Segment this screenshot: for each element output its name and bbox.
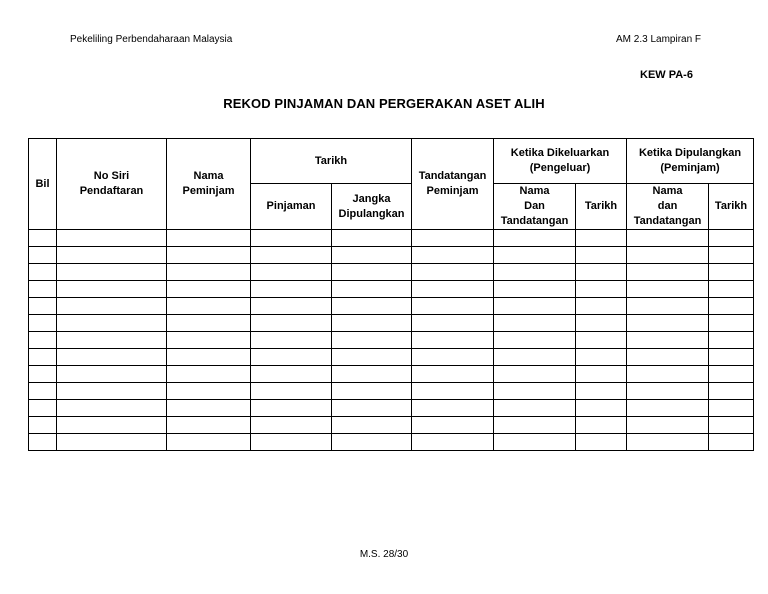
header-jangka-line2: Dipulangkan	[338, 207, 405, 220]
table-cell[interactable]	[167, 264, 251, 281]
table-cell[interactable]	[494, 417, 576, 434]
table-cell[interactable]	[57, 247, 167, 264]
table-cell[interactable]	[412, 230, 494, 247]
table-cell[interactable]	[332, 349, 412, 366]
table-cell[interactable]	[167, 332, 251, 349]
table-cell[interactable]	[251, 315, 332, 332]
table-cell[interactable]	[29, 400, 57, 417]
table-cell[interactable]	[167, 298, 251, 315]
table-cell[interactable]	[251, 298, 332, 315]
table-cell[interactable]	[29, 281, 57, 298]
table-row	[29, 264, 754, 281]
header-dikeluarkan-tarikh: Tarikh	[576, 184, 627, 230]
table-cell[interactable]	[57, 349, 167, 366]
table-cell[interactable]	[29, 247, 57, 264]
form-code: KEW PA-6	[640, 69, 693, 81]
table-cell[interactable]	[494, 366, 576, 383]
table-cell[interactable]	[412, 400, 494, 417]
table-cell[interactable]	[332, 247, 412, 264]
table-cell[interactable]	[412, 281, 494, 298]
table-cell[interactable]	[576, 298, 627, 315]
table-cell[interactable]	[627, 349, 709, 366]
table-cell[interactable]	[412, 298, 494, 315]
table-cell[interactable]	[412, 315, 494, 332]
table-cell[interactable]	[709, 366, 754, 383]
table-cell[interactable]	[29, 366, 57, 383]
table-cell[interactable]	[57, 298, 167, 315]
table-cell[interactable]	[494, 349, 576, 366]
table-cell[interactable]	[494, 247, 576, 264]
header-tarikh: Tarikh	[251, 139, 412, 184]
table-row	[29, 349, 754, 366]
header-jangka-dipulangkan	[332, 184, 412, 230]
table-row	[29, 247, 754, 264]
table-cell[interactable]	[167, 349, 251, 366]
table-cell[interactable]	[332, 417, 412, 434]
table-cell[interactable]	[57, 230, 167, 247]
table-cell[interactable]	[709, 383, 754, 400]
table-cell[interactable]	[251, 434, 332, 451]
table-cell[interactable]	[709, 315, 754, 332]
table-cell[interactable]	[576, 264, 627, 281]
table-cell[interactable]	[57, 264, 167, 281]
table-cell[interactable]	[332, 315, 412, 332]
header-bil: Bil	[29, 139, 57, 230]
table-cell[interactable]	[167, 366, 251, 383]
table-cell[interactable]	[57, 281, 167, 298]
header-dipulangkan-line1: Ketika Dipulangkan	[638, 147, 742, 159]
header-dikeluarkan-nama-line3: Tandatangan	[500, 215, 569, 227]
header-ketika-dikeluarkan	[494, 139, 627, 184]
table-row	[29, 434, 754, 451]
document-title: REKOD PINJAMAN DAN PERGERAKAN ASET ALIH	[223, 96, 545, 111]
header-tandatangan-line1: Tandatangan	[418, 170, 487, 182]
table-cell[interactable]	[709, 417, 754, 434]
table-row	[29, 315, 754, 332]
table-cell[interactable]	[412, 383, 494, 400]
header-jangka-line1: Jangka	[352, 192, 391, 205]
table-cell[interactable]	[709, 332, 754, 349]
table-cell[interactable]	[412, 434, 494, 451]
header-dipulangkan-nama-line3: Tandatangan	[633, 215, 702, 227]
header-dipulangkan-line2: (Peminjam)	[660, 162, 720, 174]
table-cell[interactable]	[332, 281, 412, 298]
table-cell[interactable]	[167, 417, 251, 434]
header-dikeluarkan-line2: (Pengeluar)	[529, 162, 591, 174]
table-cell[interactable]	[29, 434, 57, 451]
table-cell[interactable]	[627, 281, 709, 298]
table-cell[interactable]	[251, 247, 332, 264]
header-no-siri-line1: No Siri	[93, 170, 130, 182]
table-cell[interactable]	[57, 332, 167, 349]
table-cell[interactable]	[494, 400, 576, 417]
document-header-left: Pekeliling Perbendaharaan Malaysia	[70, 34, 233, 45]
table-row	[29, 417, 754, 434]
table-cell[interactable]	[251, 349, 332, 366]
table-cell[interactable]	[29, 315, 57, 332]
table-cell[interactable]	[57, 434, 167, 451]
header-dikeluarkan-nama-line1: Nama	[519, 185, 550, 197]
table-cell[interactable]	[332, 332, 412, 349]
table-cell[interactable]	[332, 298, 412, 315]
table-cell[interactable]	[57, 366, 167, 383]
table-cell[interactable]	[709, 264, 754, 281]
header-dipulangkan-nama-line2: dan	[657, 200, 678, 212]
header-pinjaman: Pinjaman	[251, 184, 332, 230]
document-header-right: AM 2.3 Lampiran F	[616, 34, 702, 45]
table-cell[interactable]	[576, 434, 627, 451]
table-cell[interactable]	[167, 230, 251, 247]
table-cell[interactable]	[57, 383, 167, 400]
table-cell[interactable]	[627, 230, 709, 247]
table-cell[interactable]	[709, 281, 754, 298]
table-cell[interactable]	[494, 298, 576, 315]
table-cell[interactable]	[494, 383, 576, 400]
table-cell[interactable]	[332, 264, 412, 281]
table-cell[interactable]	[251, 281, 332, 298]
table-cell[interactable]	[709, 400, 754, 417]
table-cell[interactable]	[576, 247, 627, 264]
table-row	[29, 400, 754, 417]
table-cell[interactable]	[412, 349, 494, 366]
header-nama-peminjam-line2: Peminjam	[182, 185, 235, 197]
table-cell[interactable]	[167, 383, 251, 400]
header-dikeluarkan-nama-tandatangan	[494, 184, 576, 230]
header-tandatangan-peminjam	[412, 139, 494, 230]
table-row	[29, 383, 754, 400]
table-cell[interactable]	[332, 383, 412, 400]
table-cell[interactable]	[167, 281, 251, 298]
table-cell[interactable]	[709, 349, 754, 366]
table-cell[interactable]	[627, 264, 709, 281]
table-cell[interactable]	[494, 281, 576, 298]
table-cell[interactable]	[576, 349, 627, 366]
table-cell[interactable]	[167, 434, 251, 451]
table-cell[interactable]	[494, 315, 576, 332]
table-cell[interactable]	[709, 434, 754, 451]
header-no-siri-line2: Pendaftaran	[79, 185, 144, 197]
table-cell[interactable]	[576, 315, 627, 332]
table-cell[interactable]	[29, 332, 57, 349]
table-cell[interactable]	[709, 247, 754, 264]
table-cell[interactable]	[412, 247, 494, 264]
table-cell[interactable]	[57, 315, 167, 332]
header-tandatangan-line2: Peminjam	[426, 185, 479, 197]
table-row	[29, 366, 754, 383]
header-nama-peminjam-line1: Nama	[193, 170, 224, 182]
table-cell[interactable]	[251, 383, 332, 400]
table-cell[interactable]	[332, 366, 412, 383]
table-row	[29, 281, 754, 298]
table-cell[interactable]	[627, 383, 709, 400]
table-cell[interactable]	[576, 383, 627, 400]
table-cell[interactable]	[494, 332, 576, 349]
loan-record-table	[28, 138, 754, 451]
table-cell[interactable]	[251, 332, 332, 349]
table-cell[interactable]	[627, 366, 709, 383]
table-cell[interactable]	[251, 230, 332, 247]
table-cell[interactable]	[29, 349, 57, 366]
table-cell[interactable]	[627, 434, 709, 451]
table-cell[interactable]	[412, 366, 494, 383]
table-cell[interactable]	[709, 230, 754, 247]
table-cell[interactable]	[29, 230, 57, 247]
header-ketika-dipulangkan	[627, 139, 754, 184]
table-cell[interactable]	[29, 298, 57, 315]
table-cell[interactable]	[412, 332, 494, 349]
header-no-siri-pendaftaran	[57, 139, 167, 230]
table-cell[interactable]	[627, 298, 709, 315]
table-cell[interactable]	[332, 230, 412, 247]
table-cell[interactable]	[576, 281, 627, 298]
table-cell[interactable]	[332, 434, 412, 451]
table-cell[interactable]	[627, 400, 709, 417]
table-cell[interactable]	[251, 400, 332, 417]
table-row	[29, 332, 754, 349]
table-cell[interactable]	[576, 332, 627, 349]
table-cell[interactable]	[412, 417, 494, 434]
table-cell[interactable]	[494, 230, 576, 247]
table-cell[interactable]	[627, 417, 709, 434]
table-cell[interactable]	[576, 366, 627, 383]
table-row	[29, 298, 754, 315]
header-dipulangkan-nama-tandatangan	[627, 184, 709, 230]
table-cell[interactable]	[412, 264, 494, 281]
header-nama-peminjam	[167, 139, 251, 230]
header-dikeluarkan-line1: Ketika Dikeluarkan	[510, 147, 610, 159]
header-dikeluarkan-nama-line2: Dan	[524, 200, 545, 212]
table-row	[29, 230, 754, 247]
table-cell[interactable]	[251, 264, 332, 281]
table-cell[interactable]	[29, 417, 57, 434]
page-number: M.S. 28/30	[359, 549, 409, 560]
table-cell[interactable]	[709, 298, 754, 315]
table-cell[interactable]	[627, 315, 709, 332]
table-cell[interactable]	[576, 230, 627, 247]
table-cell[interactable]	[29, 264, 57, 281]
table-cell[interactable]	[627, 247, 709, 264]
record-table-body	[29, 230, 754, 451]
header-dipulangkan-tarikh: Tarikh	[709, 184, 754, 230]
table-cell[interactable]	[332, 400, 412, 417]
table-cell[interactable]	[251, 417, 332, 434]
table-cell[interactable]	[167, 247, 251, 264]
table-cell[interactable]	[494, 434, 576, 451]
table-cell[interactable]	[29, 383, 57, 400]
table-cell[interactable]	[167, 400, 251, 417]
table-cell[interactable]	[167, 315, 251, 332]
table-cell[interactable]	[251, 366, 332, 383]
table-cell[interactable]	[57, 417, 167, 434]
table-cell[interactable]	[627, 332, 709, 349]
table-cell[interactable]	[576, 417, 627, 434]
header-dipulangkan-nama-line1: Nama	[652, 185, 683, 197]
table-cell[interactable]	[57, 400, 167, 417]
table-cell[interactable]	[494, 264, 576, 281]
table-cell[interactable]	[576, 400, 627, 417]
